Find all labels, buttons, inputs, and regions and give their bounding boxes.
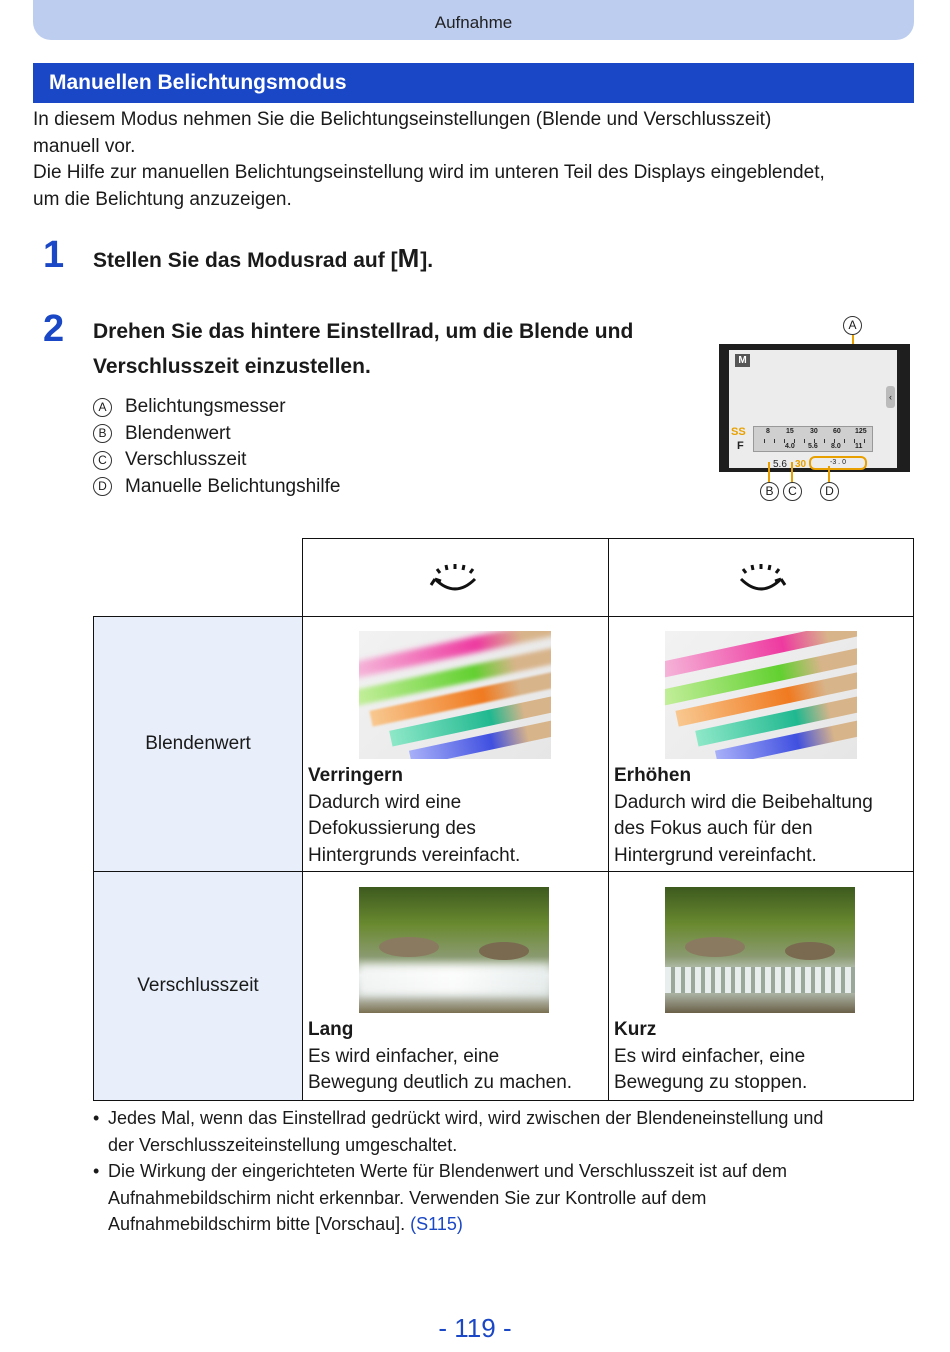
shutter-scale-label: 60 [833,428,841,435]
exposure-assist-box: -3 . 0 [809,456,867,470]
camera-side-tab-icon: ‹ [886,386,895,408]
legend-item [92,447,340,474]
note-line: der Verschlusszeiteinstellung umgeschaltet. [108,1134,458,1155]
step-2-line: Drehen Sie das hintere Einstellrad, um die Blende und [93,320,634,343]
cell-line: Hintergrund vereinfacht. [614,844,817,866]
shutter-scale-label: 30 [810,428,818,435]
exposure-meter [753,426,873,452]
cell-title: Lang [308,1019,354,1040]
aperture-value: 5.6 [773,459,787,470]
cell-line: Dadurch wird die Beibehaltung [614,791,873,813]
notes [93,1105,923,1238]
legend [92,394,340,500]
aperture-scale-label: 5.6 [808,443,818,450]
intro-line: um die Belichtung anzuzeigen. [33,188,292,210]
cell-line: Hintergrunds vereinfacht. [308,844,521,866]
section-title: Manuellen Belichtungsmodus [33,63,914,103]
step-2-line: Verschlusszeit einzustellen. [93,355,371,378]
cell-line: Defokussierung des [308,818,476,839]
camera-screen [729,350,897,468]
stream-short-exposure-image [665,887,855,1013]
intro-line: In diesem Modus nehmen Sie die Belichtungseinstellungen (Blende und Verschlusszeit) [33,109,772,130]
step-2-text [93,314,633,384]
step-1-text [93,241,433,278]
meter-tick [864,439,865,443]
intro-line: Die Hilfe zur manuellen Belichtungseinstellung wird im unteren Teil des Displays eingeblendet, [33,162,825,183]
aperture-scale-label: 11 [855,443,863,450]
settings-table [93,538,914,1101]
page-reference-link[interactable]: (S115) [410,1214,463,1234]
callout-c-line [791,462,793,482]
aperture-scale-label: 8.0 [831,443,841,450]
legend-item [92,474,340,501]
cell-text [614,763,873,869]
cell-text [308,1017,572,1097]
cell-line: Dadurch wird eine [308,791,462,813]
callout-b-line [768,462,770,482]
pencils-sharp-image [665,631,857,759]
callout-b-icon: B [760,482,779,501]
cell-shutter-long [302,871,609,1101]
step-1-text-before: Stellen Sie das Modusrad auf [ [93,249,398,272]
mode-m-icon: M [397,243,421,273]
page-number: - 119 - [438,1313,512,1343]
step-1-number: 1 [43,234,65,276]
note-line: • Die Wirkung der eingerichteten Werte für Blendenwert und Verschlusszeit ist auf dem [108,1161,787,1181]
meter-tick [774,439,775,443]
shutter-scale-label: 15 [786,428,794,435]
meter-tick [764,439,765,443]
legend-label: Verschlusszeit [125,449,247,470]
camera-f-label: F [737,440,744,452]
dial-left-header [302,538,609,617]
camera-ss-label: SS [731,426,746,438]
shutter-scale-label: 125 [855,428,867,435]
cell-line: Es wird einfacher, eine [614,1045,806,1067]
stream-long-exposure-image [359,887,549,1013]
cell-line: Bewegung zu stoppen. [614,1072,808,1093]
note-line: • Jedes Mal, wenn das Einstellrad gedrückt wird, wird zwischen der Blendeneinstellung und [108,1108,824,1128]
cell-shutter-short [608,871,914,1101]
cell-title: Verringern [308,765,404,786]
cell-text [614,1017,807,1097]
callout-a-icon: A [843,316,862,335]
legend-label: Belichtungsmesser [125,396,286,417]
dial-right-header [608,538,914,617]
camera-display [719,344,910,472]
cell-line: Bewegung deutlich zu machen. [308,1072,573,1093]
step-2-number: 2 [43,308,65,350]
header-tab: Aufnahme [33,0,914,40]
camera-mode-icon: M [735,354,750,367]
callout-d-icon: D [820,482,839,501]
legend-label: Manuelle Belichtungshilfe [125,475,341,497]
row-header-shutter: Verschlusszeit [93,871,303,1101]
cell-aperture-decrease [302,616,609,872]
legend-item [92,394,340,421]
meter-tick [824,439,825,443]
row-header-aperture: Blendenwert [93,616,303,872]
meter-tick [844,439,845,443]
note-line: Aufnahmebildschirm nicht erkennbar. Verwenden Sie zur Kontrolle auf dem [108,1187,707,1208]
marker-a-icon: A [93,398,112,417]
note-text: Aufnahmebildschirm bitte [Vorschau]. [108,1214,406,1234]
aperture-scale-label: 4.0 [785,443,795,450]
intro-line: manuell vor. [33,135,136,157]
shutter-value: 30 [795,459,807,470]
meter-tick [804,439,805,443]
shutter-scale-label: 8 [766,428,770,435]
legend-label: Blendenwert [125,422,231,444]
pencils-blurred-image [359,631,551,759]
marker-b-icon: B [93,424,112,443]
note-item [93,1105,923,1158]
cell-text [308,763,520,869]
callout-c-icon: C [783,482,802,501]
cell-title: Erhöhen [614,765,692,786]
marker-c-icon: C [93,451,112,470]
intro-text [33,107,923,213]
cell-title: Kurz [614,1019,657,1040]
marker-d-icon: D [93,477,112,496]
callout-d-line [828,466,830,482]
dial-left-icon [427,559,483,599]
dial-right-icon [733,559,789,599]
legend-item [92,421,340,448]
cell-line: des Fokus auch für den [614,818,813,839]
step-1-text-after: ]. [420,249,434,272]
note-item [93,1158,923,1238]
cell-line: Es wird einfacher, eine [308,1045,500,1067]
cell-aperture-increase [608,616,914,872]
note-line [108,1211,923,1238]
